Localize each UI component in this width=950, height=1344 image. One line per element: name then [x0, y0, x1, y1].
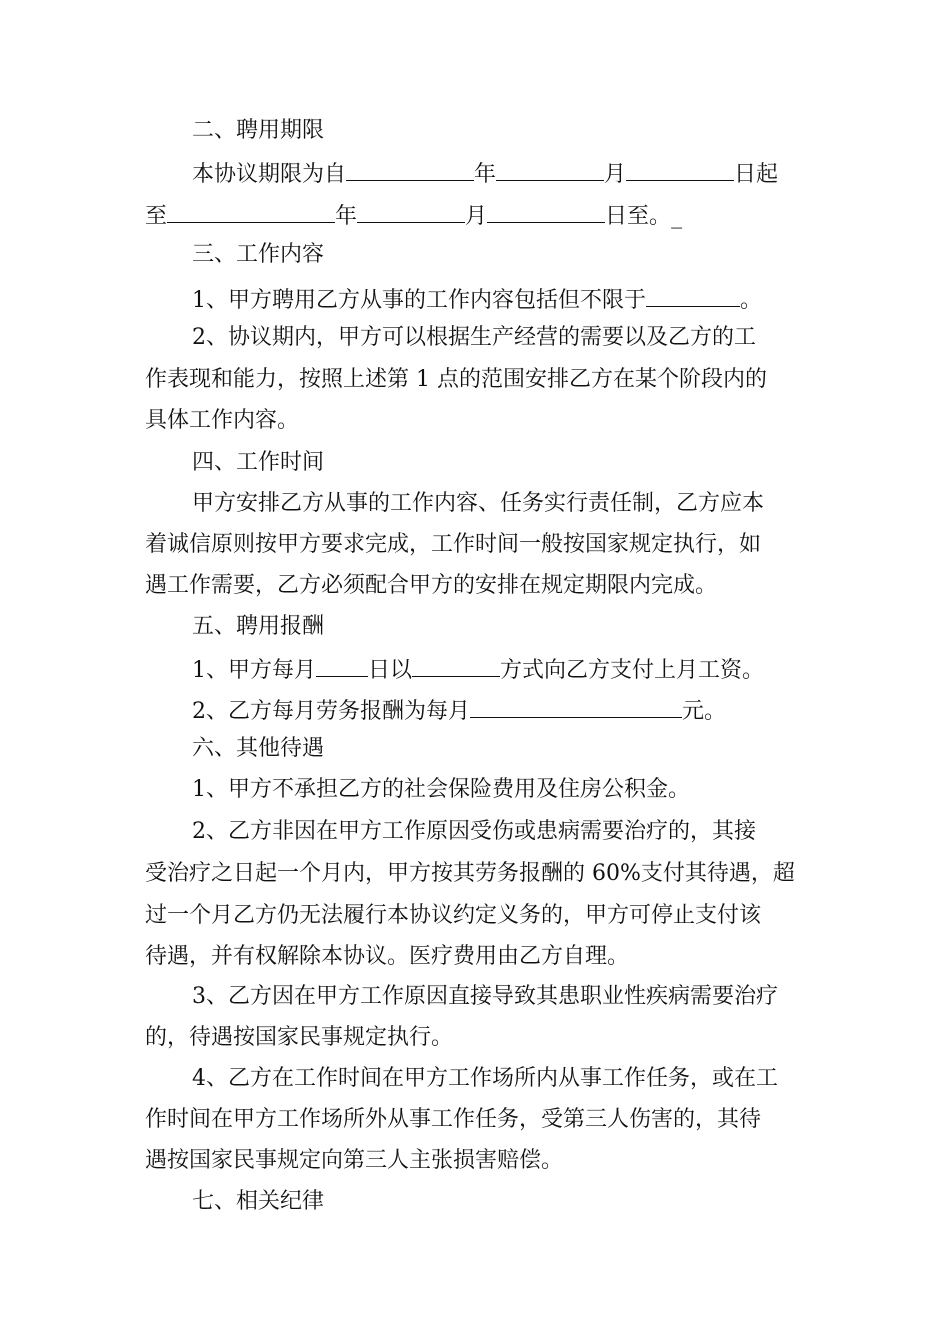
- benefits-item-4-line-2: 作时间在甲方工作场所外从事工作任务，受第三人伤害的，其待: [145, 1107, 762, 1132]
- year-label: 年: [474, 162, 497, 187]
- pay-item-1-text-b: 日以: [368, 658, 413, 683]
- pay-item-2-text-b: 元。: [682, 699, 727, 724]
- benefits-item-2-line-1: 2、乙方非因在甲方工作原因受伤或患病需要治疗的，其接: [192, 819, 756, 844]
- content-item-2-line-2: 作表现和能力，按照上述第 1 点的范围安排乙方在某个阶段内的: [145, 367, 767, 392]
- pay-item-1-text-a: 1、甲方每月: [192, 658, 316, 683]
- benefits-item-2-line-2: 受治疗之日起一个月内，甲方按其劳务报酬的 60%支付其待遇，超: [145, 861, 795, 886]
- pay-item-1-text-c: 方式向乙方支付上月工资。: [500, 658, 765, 683]
- term-intro-text: 本协议期限为自: [192, 162, 347, 187]
- start-day-blank[interactable]: [626, 158, 734, 181]
- work-content-blank[interactable]: [646, 284, 740, 307]
- to-label: 至: [145, 204, 168, 229]
- pay-item-2: [0, 695, 950, 726]
- pay-item-2-text-a: 2、乙方每月劳务报酬为每月: [192, 699, 470, 724]
- benefits-item-1: 1、甲方不承担乙方的社会保险费用及住房公积金。: [192, 777, 690, 802]
- month-label: 月: [465, 204, 488, 229]
- section-heading-discipline: 七、相关纪律: [192, 1189, 325, 1214]
- end-year-blank[interactable]: [167, 200, 335, 223]
- benefits-item-4-line-1: 4、乙方在工作时间在甲方工作场所内从事工作任务，或在工: [192, 1066, 778, 1091]
- content-item-2-line-3: 具体工作内容。: [145, 408, 300, 433]
- section-heading-content: 三、工作内容: [192, 242, 325, 267]
- benefits-item-2-line-4: 待遇，并有权解除本协议。医疗费用由乙方自理。: [145, 944, 630, 969]
- benefits-item-4-line-3: 遇按国家民事规定向第三人主张损害赔偿。: [145, 1148, 564, 1173]
- content-item-2-line-1: 2、协议期内，甲方可以根据生产经营的需要以及乙方的工: [192, 325, 756, 350]
- term-paragraph-line-1: [0, 158, 950, 189]
- day-from-label: 日起: [734, 162, 779, 187]
- end-month-blank[interactable]: [357, 200, 465, 223]
- pay-day-blank[interactable]: [316, 654, 368, 677]
- start-year-blank[interactable]: [346, 158, 474, 181]
- term-paragraph-line-2: [0, 200, 950, 231]
- section-heading-pay: 五、聘用报酬: [192, 614, 325, 639]
- time-paragraph-line-1: 甲方安排乙方从事的工作内容、任务实行责任制，乙方应本: [192, 491, 765, 516]
- benefits-item-2-line-3: 过一个月乙方仍无法履行本协议约定义务的，甲方可停止支付该: [145, 903, 762, 928]
- content-item-1-end: 。: [740, 288, 763, 313]
- section-heading-benefits: 六、其他待遇: [192, 736, 325, 761]
- end-day-blank[interactable]: [487, 200, 605, 223]
- section-heading-term: 二、聘用期限: [192, 118, 325, 143]
- benefits-item-3-line-2: 的，待遇按国家民事规定执行。: [145, 1025, 454, 1050]
- pay-item-1: [0, 654, 950, 685]
- benefits-item-3-line-1: 3、乙方因在甲方工作原因直接导致其患职业性疾病需要治疗: [192, 984, 778, 1009]
- day-to-label: 日至。: [605, 204, 672, 229]
- content-item-1: [0, 284, 950, 315]
- start-month-blank[interactable]: [496, 158, 604, 181]
- month-label: 月: [604, 162, 627, 187]
- year-label: 年: [335, 204, 358, 229]
- time-paragraph-line-3: 遇工作需要，乙方必须配合甲方的安排在规定期限内完成。: [145, 573, 718, 598]
- pay-method-blank[interactable]: [412, 654, 500, 677]
- trailing-underscore: _: [671, 204, 683, 229]
- section-heading-time: 四、工作时间: [192, 450, 325, 475]
- time-paragraph-line-2: 着诚信原则按甲方要求完成，工作时间一般按国家规定执行，如: [145, 532, 762, 557]
- monthly-pay-blank[interactable]: [470, 695, 682, 718]
- content-item-1-text: 1、甲方聘用乙方从事的工作内容包括但不限于: [192, 288, 646, 313]
